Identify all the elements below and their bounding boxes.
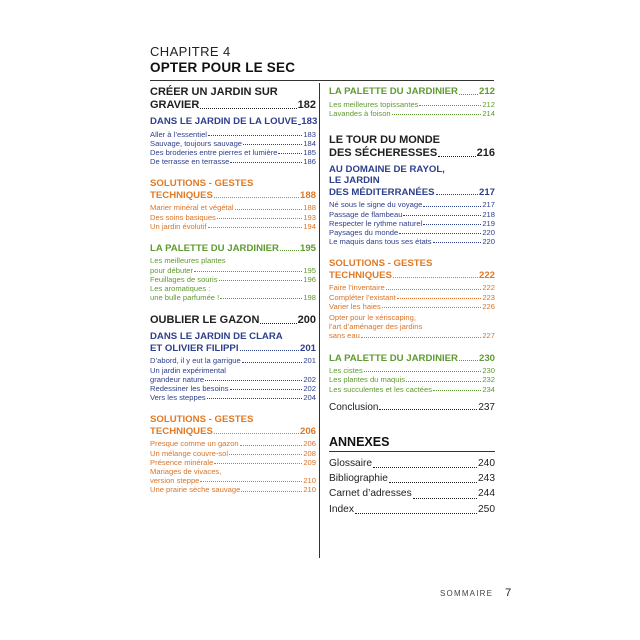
toc-subsection-palette[interactable] <box>329 353 495 365</box>
toc-page-number: 202 <box>303 374 316 384</box>
toc-item[interactable] <box>150 384 316 393</box>
toc-page-number: 216 <box>476 146 495 159</box>
toc-item-label: Les succulentes et les cactées <box>329 384 432 394</box>
toc-item[interactable] <box>150 157 316 166</box>
toc-page-number: 195 <box>303 265 316 275</box>
toc-page-number: 198 <box>303 293 316 303</box>
toc-item-label: Un mélange couvre-sol <box>150 448 229 458</box>
toc-item-list <box>150 439 316 494</box>
toc-item[interactable] <box>329 366 495 375</box>
toc-subsection-title: SOLUTIONS - GESTES <box>329 258 433 270</box>
toc-item-label: Opter pour le xériscaping, <box>329 313 416 323</box>
toc-page-number: 201 <box>299 342 316 354</box>
toc-page-number: 194 <box>303 221 316 231</box>
toc-page-number: 206 <box>299 425 316 437</box>
toc-item[interactable] <box>150 222 316 231</box>
toc-item-list <box>150 356 316 402</box>
toc-subsection-title: LA PALETTE DU JARDINIER <box>329 86 458 97</box>
toc-item-label: Les meilleures plantes <box>150 256 226 266</box>
toc-page-number: 210 <box>303 476 316 486</box>
toc-item-list <box>329 366 495 394</box>
toc-item-label: Des broderies entre pierres et lumière <box>150 147 278 157</box>
toc-subsection-louve[interactable] <box>150 116 316 128</box>
toc-page-number: 184 <box>303 138 316 148</box>
toc-item-list <box>150 130 316 167</box>
toc-page-number: 201 <box>303 356 316 366</box>
toc-item-label: Marier minéral et végétal <box>150 203 234 213</box>
toc-subsection-rayol[interactable] <box>329 164 495 199</box>
toc-annex-item[interactable] <box>329 456 495 471</box>
toc-subsection-title: LE JARDIN <box>329 175 380 187</box>
toc-item[interactable] <box>329 237 495 246</box>
toc-section-title-line: CRÉER UN JARDIN SUR <box>150 86 278 98</box>
toc-item-label: Glossaire <box>329 457 373 469</box>
toc-item-label: Les plantes du maquis <box>329 375 405 385</box>
toc-item[interactable] <box>150 439 316 448</box>
toc-item[interactable] <box>329 375 495 384</box>
toc-page-number: 212 <box>482 99 495 109</box>
toc-item-label: sans eau <box>329 331 360 341</box>
toc-subsection-title: SOLUTIONS - GESTES <box>150 414 254 426</box>
toc-item-label: De terrasse en terrasse <box>150 157 230 167</box>
toc-left-column <box>150 86 316 507</box>
toc-annex-item[interactable] <box>329 486 495 501</box>
toc-page-number: 214 <box>482 108 495 118</box>
toc-item-label: Passage de flambeau <box>329 209 403 219</box>
toc-item[interactable] <box>329 228 495 237</box>
toc-page-number: 218 <box>482 209 495 219</box>
column-separator <box>319 83 320 558</box>
toc-item-label: version steppe <box>150 476 200 486</box>
toc-page-number: 220 <box>482 228 495 238</box>
toc-page-number: 232 <box>482 375 495 385</box>
toc-item[interactable] <box>329 219 495 228</box>
toc-item[interactable] <box>150 393 316 402</box>
toc-item[interactable] <box>150 203 316 212</box>
toc-item-list <box>329 200 495 246</box>
toc-subsection-palette[interactable] <box>329 86 495 98</box>
toc-page-number: 217 <box>478 186 495 198</box>
toc-item-label: Conclusion <box>329 401 379 413</box>
toc-item[interactable] <box>150 275 316 284</box>
toc-item[interactable] <box>329 385 495 394</box>
toc-item-label: Un jardin évolutif <box>150 221 207 231</box>
toc-page-number: 230 <box>482 366 495 376</box>
toc-item-label: Vers les steppes <box>150 393 206 403</box>
toc-page-number: 244 <box>478 488 495 500</box>
toc-page-number: 182 <box>297 99 316 111</box>
toc-page-number: 186 <box>303 157 316 167</box>
toc-item-label: une bulle parfumée ! <box>150 293 220 303</box>
toc-subsection-title: TECHNIQUES <box>150 189 213 201</box>
toc-item-label: Faire l’inventaire <box>329 283 385 293</box>
toc-subsection-solutions[interactable] <box>150 414 316 437</box>
toc-page-number: 200 <box>297 314 316 327</box>
toc-item[interactable] <box>150 256 316 274</box>
toc-subsection-title: SOLUTIONS - GESTES <box>150 178 254 190</box>
toc-item[interactable] <box>329 313 495 341</box>
toc-item-label: Respecter le rythme naturel <box>329 218 423 228</box>
toc-section-title-line: GRAVIER <box>150 99 200 111</box>
toc-subsection-title: AU DOMAINE DE RAYOL, <box>329 163 445 175</box>
toc-item[interactable] <box>150 366 316 384</box>
toc-item-label: Les cistes <box>329 366 363 376</box>
chapter-label: CHAPITRE 4 <box>150 44 231 59</box>
toc-page-number: 227 <box>482 331 495 341</box>
toc-conclusion[interactable] <box>329 402 495 413</box>
toc-subsection-clara-olivier[interactable] <box>150 331 316 354</box>
toc-item-label: Carnet d’adresses <box>329 488 412 500</box>
toc-page-number: 223 <box>482 292 495 302</box>
toc-page-number: 222 <box>478 269 495 281</box>
toc-subsection-palette[interactable] <box>150 243 316 255</box>
toc-page-number: 206 <box>303 439 316 449</box>
toc-item-label: Sauvage, toujours sauvage <box>150 138 243 148</box>
toc-page-number: 234 <box>482 384 495 394</box>
chapter-title: OPTER POUR LE SEC <box>150 60 296 75</box>
toc-annex-item[interactable] <box>329 502 495 517</box>
annexes-title: ANNEXES <box>329 435 495 452</box>
toc-item-label: Lavandes à foison <box>329 108 391 118</box>
page-footer <box>440 587 511 599</box>
toc-subsection-title: TECHNIQUES <box>329 269 392 281</box>
toc-item-list <box>150 203 316 231</box>
toc-item-label: Bibliographie <box>329 473 388 485</box>
toc-item-label: Presque comme un gazon <box>150 439 239 449</box>
toc-item[interactable] <box>329 302 495 311</box>
toc-item-label: Feuillages de souris <box>150 274 218 284</box>
toc-subsection-title: DANS LE JARDIN DE CLARA <box>150 331 283 343</box>
toc-section-title-line: DES SÉCHERESSES <box>329 146 438 159</box>
toc-subsection-title: DANS LE JARDIN DE LA LOUVE <box>150 116 298 127</box>
toc-page-number: 185 <box>303 147 316 157</box>
toc-item[interactable] <box>329 210 495 219</box>
toc-page-number: 240 <box>478 457 495 469</box>
toc-page-number: 222 <box>482 283 495 293</box>
toc-item[interactable] <box>150 356 316 365</box>
toc-item[interactable] <box>329 283 495 292</box>
toc-item-list <box>329 100 495 118</box>
toc-item-label: grandeur nature <box>150 374 205 384</box>
chapter-rule <box>150 80 494 81</box>
toc-item-list <box>150 256 316 302</box>
toc-item-label: Aller à l’essentiel <box>150 129 207 139</box>
toc-item[interactable] <box>150 485 316 494</box>
toc-subsection-solutions[interactable] <box>329 258 495 281</box>
toc-item-label: Redessiner les besoins <box>150 384 229 394</box>
annexes-list <box>329 456 495 517</box>
toc-page-number: 209 <box>303 457 316 467</box>
toc-section-gravier[interactable] <box>150 86 316 112</box>
toc-item-label: Les aromatiques : <box>150 284 211 294</box>
toc-item[interactable] <box>150 284 316 302</box>
toc-page-number: 226 <box>482 301 495 311</box>
toc-item[interactable] <box>150 467 316 485</box>
toc-section-title-line: LE TOUR DU MONDE <box>329 133 441 146</box>
toc-item-label: Compléter l’existant <box>329 292 396 302</box>
toc-item-label: Varier les haies <box>329 301 381 311</box>
toc-subsection-title: DES MÉDITERRANÉES <box>329 186 435 198</box>
page-number: 7 <box>505 587 512 599</box>
footer-label: SOMMAIRE <box>440 589 494 598</box>
toc-page-number: 195 <box>299 242 316 254</box>
toc-item-label: Né sous le signe du voyage <box>329 200 423 210</box>
toc-page-number: 250 <box>478 503 495 515</box>
toc-subsection-title: ET OLIVIER FILIPPI <box>150 342 239 354</box>
toc-item-label: Paysages du monde <box>329 228 399 238</box>
toc-subsection-title: LA PALETTE DU JARDINIER <box>150 242 279 254</box>
toc-page-number: 219 <box>482 218 495 228</box>
toc-page-number: 183 <box>301 116 318 127</box>
toc-item-label: D’abord, il y eut la garrigue <box>150 356 241 366</box>
toc-item-list <box>329 283 495 340</box>
toc-item-label: Des soins basiques <box>150 212 216 222</box>
toc-item-label: Le maquis dans tous ses états <box>329 237 432 247</box>
toc-page-number: 210 <box>303 485 316 495</box>
toc-right-column <box>329 86 495 517</box>
toc-page-number: 204 <box>303 393 316 403</box>
toc-page-number: 212 <box>478 86 495 97</box>
toc-item-label: Les meilleures topissantes <box>329 99 419 109</box>
toc-section-secheresses[interactable] <box>329 134 495 160</box>
toc-section-title-line: OUBLIER LE GAZON <box>150 314 260 327</box>
toc-subsection-title: TECHNIQUES <box>150 425 213 437</box>
toc-subsection-solutions[interactable] <box>150 178 316 201</box>
toc-item-label: Présence minérale <box>150 457 214 467</box>
toc-item-label: Index <box>329 503 354 515</box>
toc-page-number: 217 <box>482 200 495 210</box>
toc-item[interactable] <box>150 139 316 148</box>
toc-section-gazon[interactable] <box>150 314 316 327</box>
toc-item[interactable] <box>329 100 495 109</box>
toc-page-number: 243 <box>478 473 495 485</box>
toc-page-number: 188 <box>299 189 316 201</box>
toc-page-number: 230 <box>478 352 495 364</box>
toc-item-label: Un jardin expérimental <box>150 365 226 375</box>
toc-page-number: 220 <box>482 237 495 247</box>
toc-item[interactable] <box>150 449 316 458</box>
toc-page-number: 202 <box>303 384 316 394</box>
toc-page-number: 196 <box>303 274 316 284</box>
toc-page-number: 237 <box>478 401 495 413</box>
toc-page-number: 188 <box>303 203 316 213</box>
toc-item[interactable] <box>150 130 316 139</box>
toc-page-number: 183 <box>303 129 316 139</box>
toc-item-label: Mariages de vivaces, <box>150 467 222 477</box>
toc-item[interactable] <box>150 458 316 467</box>
toc-item-label: Une prairie sèche sauvage <box>150 485 241 495</box>
toc-subsection-title: LA PALETTE DU JARDINIER <box>329 352 458 364</box>
toc-item-label: l’art d’aménager des jardins <box>329 322 423 332</box>
toc-page-number: 193 <box>303 212 316 222</box>
toc-annex-item[interactable] <box>329 471 495 486</box>
toc-item[interactable] <box>329 293 495 302</box>
toc-page-number: 208 <box>303 448 316 458</box>
toc-item[interactable] <box>150 148 316 157</box>
toc-item-label: pour débuter <box>150 265 194 275</box>
toc-item[interactable] <box>329 200 495 209</box>
toc-item[interactable] <box>150 213 316 222</box>
toc-item[interactable] <box>329 109 495 118</box>
